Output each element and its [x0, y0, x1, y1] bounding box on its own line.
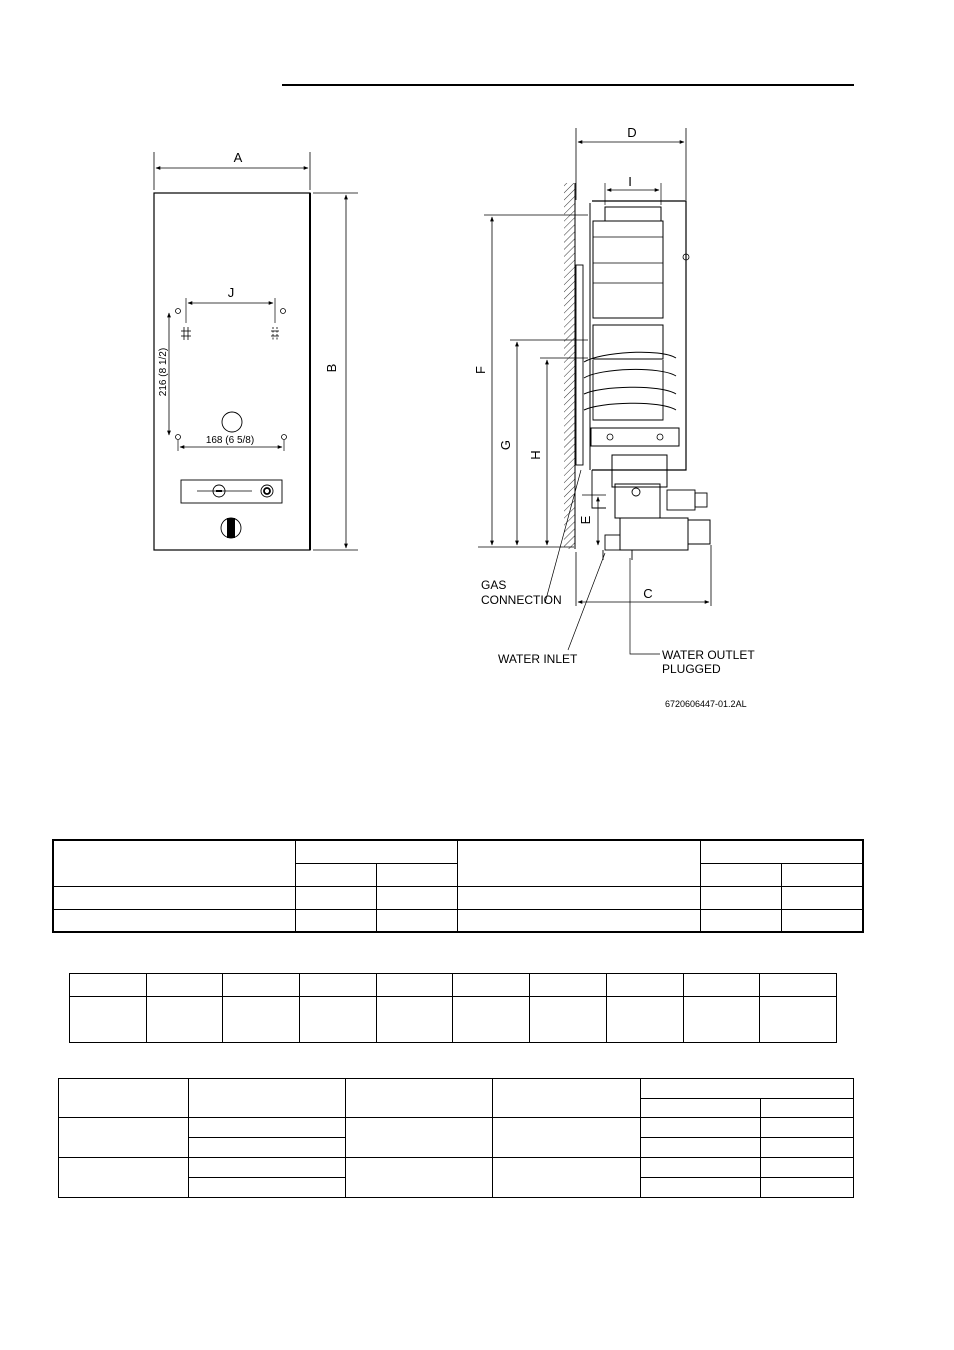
water-valve [620, 518, 688, 550]
heater-front-outline [154, 193, 310, 550]
water-outlet-leader [630, 558, 660, 654]
table-row [53, 909, 863, 932]
specifications-table-3 [58, 1078, 854, 1198]
mounting-hole-bottom-right [282, 435, 287, 440]
dimension-b-label: B [324, 363, 339, 373]
table-row [59, 1158, 854, 1178]
gas-valve [612, 455, 667, 487]
water-inlet-label: WATER INLET [498, 652, 578, 666]
dimension-f-label: F [473, 366, 488, 374]
table-row [70, 974, 837, 997]
figure-code: 6720606447-01.2AL [665, 699, 747, 709]
dimensions-table [69, 973, 837, 1043]
dimension-c-label: C [643, 586, 653, 601]
water-inlet-leader [568, 553, 605, 650]
table-row [53, 886, 863, 909]
table-3-subheader-cell [640, 1099, 761, 1118]
sight-window [222, 412, 242, 432]
table-3-header-cell [493, 1079, 640, 1118]
mounting-slot-right [271, 327, 279, 340]
wall-hatch [564, 183, 575, 549]
dimension-216-label: 216 (8 1/2) [158, 347, 169, 397]
table-row [59, 1118, 854, 1138]
table-1-subheader-cell [377, 863, 458, 886]
table-3-header-cell [188, 1079, 345, 1118]
burner [591, 428, 679, 446]
table-1-subheader-cell [296, 863, 377, 886]
table-1-header-cell [458, 840, 701, 886]
side-view [473, 125, 755, 709]
water-outlet-label-line2: PLUGGED [662, 662, 721, 676]
heat-exchanger-coil [584, 352, 676, 410]
table-1-header-cell [296, 840, 458, 863]
mounting-hole-top-right [281, 309, 286, 314]
piezo-button [261, 485, 273, 497]
table-3-header-cell [59, 1079, 189, 1118]
water-outlet-label-line1: WATER OUTLET [662, 648, 755, 662]
dimension-d-label: D [627, 125, 637, 140]
table-3-subheader-cell [761, 1099, 854, 1118]
gas-connection-label-line1: GAS [481, 578, 507, 592]
mounting-slot-left [181, 327, 191, 340]
front-view [154, 150, 358, 550]
dimension-i-label: I [628, 174, 632, 189]
dimension-168-label: 168 (6 5/8) [205, 435, 255, 446]
table-1-subheader-cell [782, 863, 864, 886]
dimension-h-label: H [528, 450, 543, 460]
heat-exchanger [593, 325, 663, 359]
heater-side-casing [592, 201, 686, 470]
dimension-a-label: A [233, 150, 243, 165]
dimension-e-label: E [578, 515, 593, 525]
specifications-table-1 [52, 839, 864, 933]
table-3-header-cell [345, 1079, 492, 1118]
table-1-subheader-cell [701, 863, 782, 886]
dimension-g-label: G [498, 439, 513, 451]
table-3-header-cell [640, 1079, 853, 1099]
control-panel [181, 480, 282, 503]
mounting-hole-bottom-left [176, 435, 181, 440]
flue-collar [605, 207, 661, 221]
dimension-j-label: J [227, 285, 235, 300]
flue-body [593, 221, 663, 318]
mounting-hole-top-left [176, 309, 181, 314]
gas-connection-label-line2: CONNECTION [481, 593, 562, 607]
table-1-header-cell [701, 840, 864, 863]
table-1-header-cell [53, 840, 296, 886]
table-row [70, 997, 837, 1043]
